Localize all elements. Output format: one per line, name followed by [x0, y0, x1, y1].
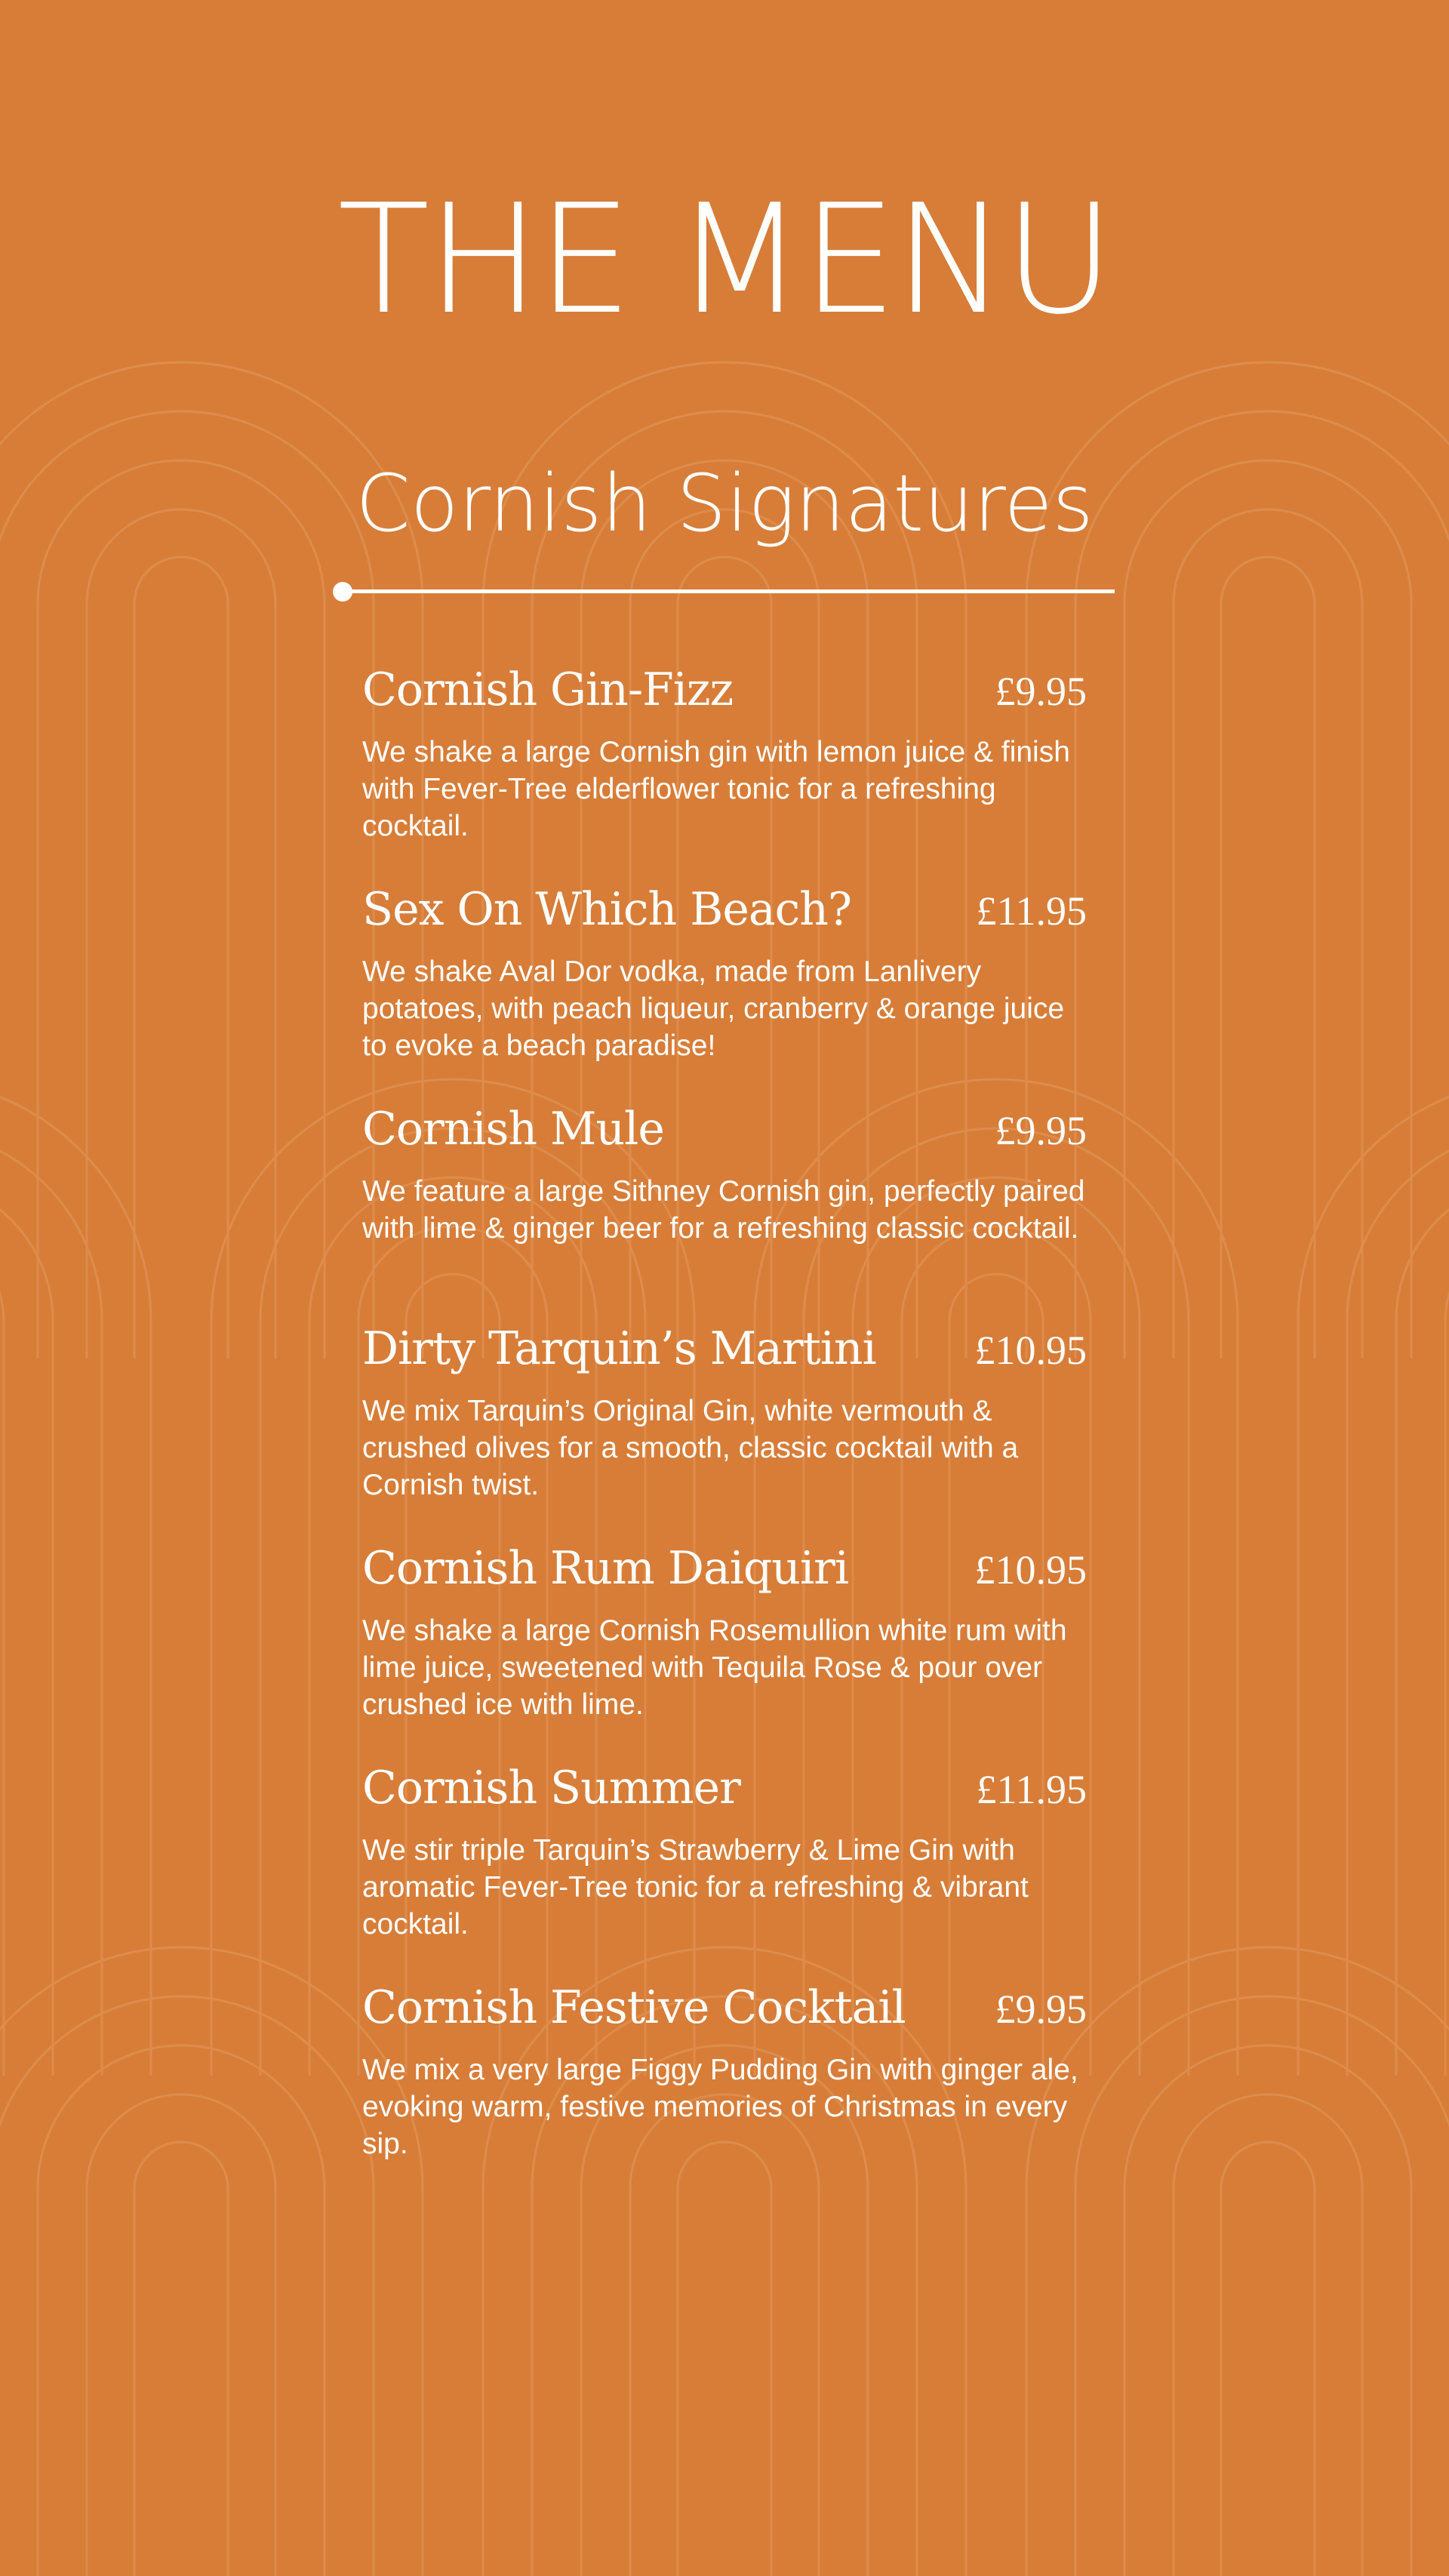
menu-item-header [362, 1542, 1087, 1612]
menu-item-price: £10.95 [974, 1547, 1087, 1593]
section-title: Cornish Signatures [355, 457, 1094, 549]
menu-items-list [362, 663, 1087, 2205]
menu-item-name: Cornish Festive Cocktail [362, 1981, 906, 2034]
menu-item-price: £9.95 [995, 1987, 1087, 2032]
menu-item-description: We shake a large Cornish Rosemullion white rum with lime juice, sweetened with Tequila Rose & pour over crushed ice with lime. [362, 1614, 1067, 1721]
menu-title: THE MENU [337, 172, 1112, 348]
menu-item-name: Cornish Summer [362, 1762, 740, 1814]
menu-item-header [362, 1322, 1087, 1393]
menu-item-name: Cornish Mule [362, 1103, 664, 1156]
menu-item-description: We shake Aval Dor vodka, made from Lanlivery potatoes, with peach liqueur, cranberry & orange juice to evoke a beach paradise! [362, 956, 1065, 1062]
menu-item [362, 1542, 1087, 1765]
menu-item-header [362, 883, 1087, 953]
menu-item-price: £11.95 [976, 888, 1087, 934]
menu-item-description: We stir triple Tarquin’s Strawberry & Lime Gin with aromatic Fever-Tree tonic for a refreshing & vibrant cocktail. [362, 1834, 1029, 1940]
menu-item-header [362, 1103, 1087, 1173]
menu-item-description: We feature a large Sithney Cornish gin, perfectly paired with lime & ginger beer for a refreshing classic cocktail. [362, 1175, 1085, 1245]
menu-item-price: £9.95 [995, 669, 1087, 714]
menu-item-header [362, 1981, 1087, 2051]
menu-item-header [362, 1762, 1087, 1832]
menu-item [362, 1762, 1087, 1985]
section-divider [343, 589, 1115, 593]
menu-item-description: We mix a very large Figgy Pudding Gin with ginger ale, evoking warm, festive memories of Christmas in every sip. [362, 2054, 1078, 2160]
menu-item [362, 1981, 1087, 2205]
menu-item-name: Dirty Tarquin’s Martini [362, 1322, 876, 1375]
menu-item-price: £11.95 [976, 1767, 1087, 1812]
menu-item-description: We shake a large Cornish gin with lemon juice & finish with Fever-Tree elderflower tonic for a refreshing cocktail. [362, 736, 1070, 842]
menu-item-description: We mix Tarquin’s Original Gin, white vermouth & crushed olives for a smooth, classic cocktail with a Cornish twist. [362, 1395, 1019, 1501]
menu-item [362, 663, 1087, 887]
menu-item-price: £9.95 [995, 1108, 1087, 1153]
menu-item-price: £10.95 [974, 1328, 1087, 1373]
menu-item-name: Cornish Rum Daiquiri [362, 1542, 849, 1595]
menu-item [362, 1103, 1087, 1326]
menu-item [362, 1322, 1087, 1546]
menu-item-name: Cornish Gin-Fizz [362, 663, 734, 716]
menu-item-name: Sex On Which Beach? [362, 883, 852, 936]
menu-item-header [362, 663, 1087, 734]
menu-item [362, 883, 1087, 1106]
